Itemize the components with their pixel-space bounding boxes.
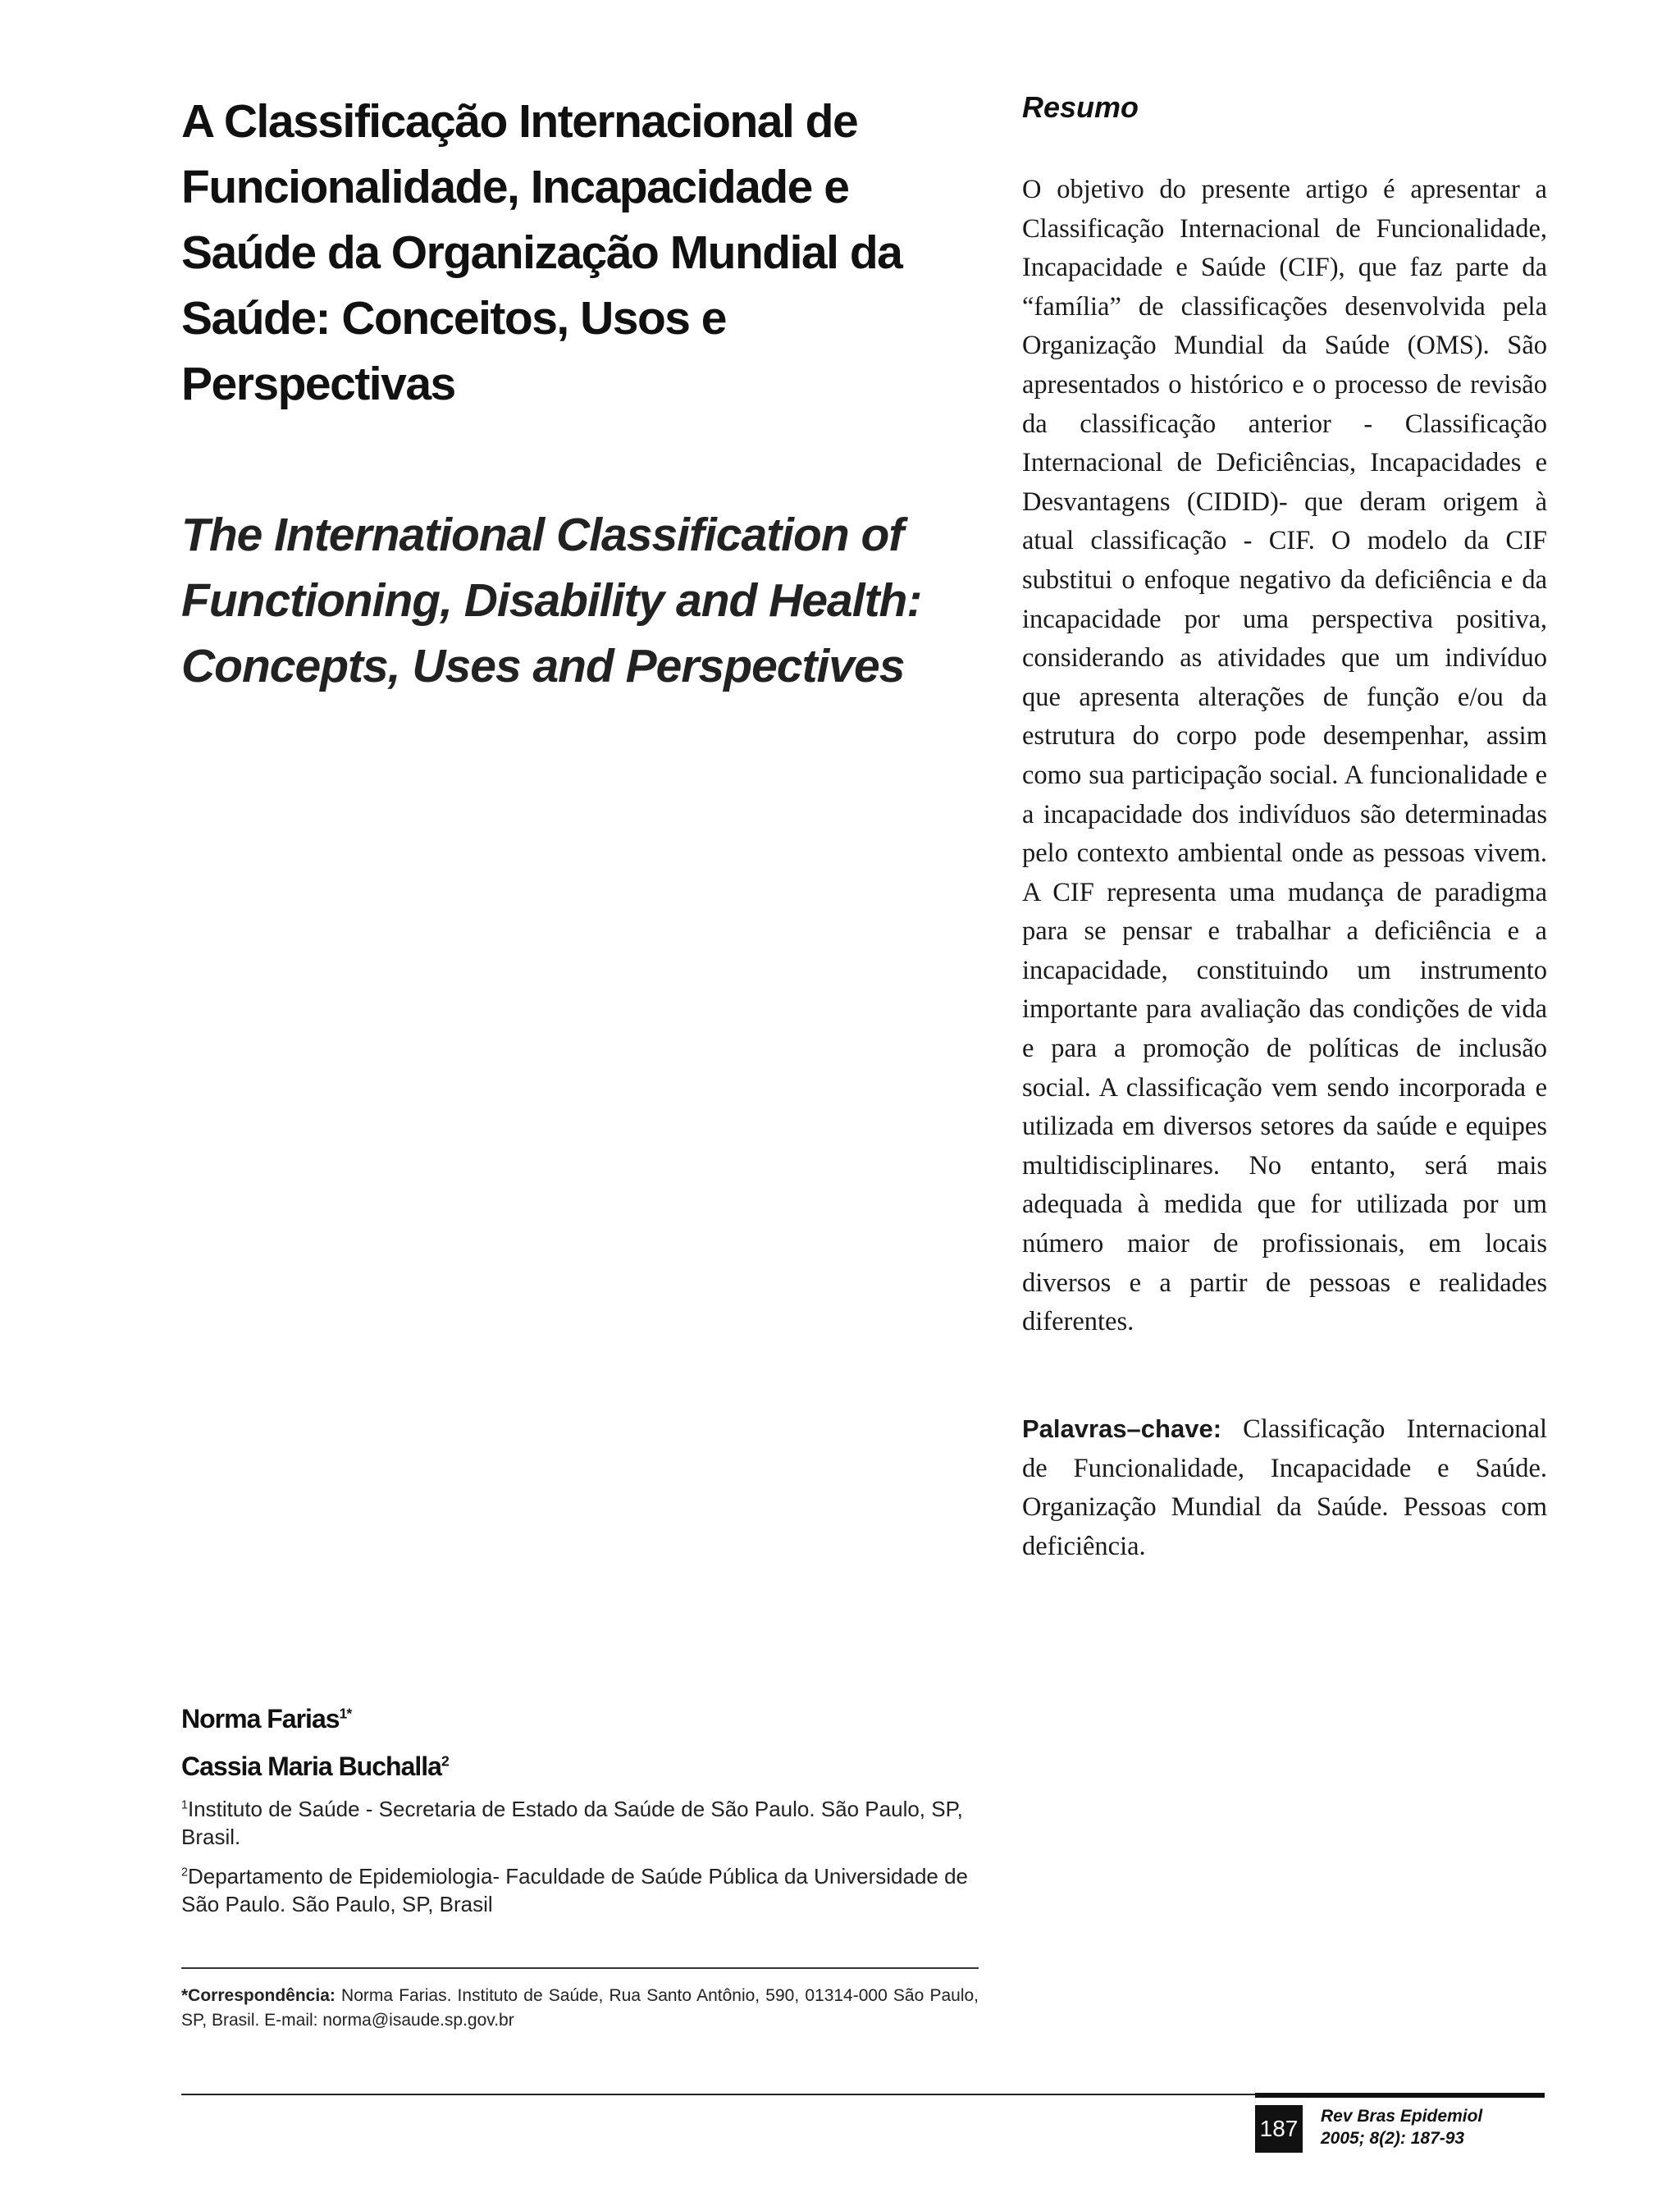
correspondence-note — [181, 1984, 979, 2033]
author-name — [181, 1700, 985, 1738]
title-portuguese — [181, 89, 1002, 417]
affiliation-superscript: 2 — [181, 1866, 188, 1880]
journal-name: Rev Bras Epidemiol — [1321, 2107, 1483, 2126]
title-en-line: Concepts, Uses and Perspectives — [181, 640, 905, 692]
author-superscript: 1* — [339, 1705, 352, 1722]
affiliation-text: Instituto de Saúde - Secretaria de Estado da Saúde de São Paulo. São Paulo, SP, Brasil. — [181, 1797, 963, 1849]
keywords-text: Classificação Internacional de Funcionalidade, Incapacidade e Saúde. Organização Mundial da Saúde. Pessoas com deficiência. — [1022, 1414, 1547, 1561]
authors-block — [181, 1700, 985, 1930]
title-pt-line: A Classificação Internacional de — [181, 95, 858, 148]
correspondence-text: Norma Farias. Instituto de Saúde, Rua Santo Antônio, 590, 01314-000 São Paulo, SP, Brasil. E-mail: norma@isaude.sp.gov.br — [181, 1986, 979, 2030]
author-name-text: Norma Farias — [181, 1704, 340, 1733]
affiliation-text: Departamento de Epidemiologia- Faculdade de Saúde Pública da Universidade de São Paulo. São Paulo, SP, Brasil — [181, 1864, 969, 1916]
correspondence-label: *Correspondência: — [181, 1986, 336, 2005]
keywords-label: Palavras–chave: — [1022, 1414, 1222, 1443]
title-pt-line: Perspectivas — [181, 358, 455, 410]
keywords — [1022, 1409, 1547, 1566]
author-name — [181, 1747, 985, 1785]
footer-rule-accent — [1255, 2093, 1545, 2098]
author-superscript: 2 — [441, 1752, 449, 1770]
title-pt-line: Funcionalidade, Incapacidade e — [181, 161, 849, 213]
affiliation — [181, 1795, 985, 1851]
title-en-line: Functioning, Disability and Health: — [181, 574, 922, 627]
journal-volume: 2005; 8(2): 187-93 — [1321, 2129, 1465, 2148]
abstract-heading: Resumo — [1022, 90, 1139, 124]
page-number: 187 — [1255, 2105, 1303, 2153]
affiliation — [181, 1862, 985, 1918]
title-en-line: The International Classification of — [181, 509, 904, 561]
correspondence-divider — [181, 1967, 979, 1969]
author-name-text: Cassia Maria Buchalla — [181, 1752, 441, 1781]
abstract-text: O objetivo do presente artigo é apresentar a Classificação Internacional de Funcionalidade, Incapacidade e Saúde (CIF), que faz parte da “família” de classificações desenvolvida pela Organização Mundial da Saúde (OMS). São apresentados o histórico e o processo de revisão da classificação anterior - Classificação Internacional de Deficiências, Incapacidades e Desvantagens (CIDID)- que deram origem à atual classificação - CIF. O modelo da CIF substitui o enfoque negativo da deficiência e da incapacidade por uma perspectiva positiva, considerando as atividades que um indivíduo que apresenta alterações de função e/ou da estrutura do corpo pode desempenhar, assim como sua participação social. A funcionalidade e a incapacidade dos indivíduos são determinadas pelo contexto ambiental onde as pessoas vivem. A CIF representa uma mudança de paradigma para se pensar e trabalhar a deficiência e a incapacidade, constituindo um instrumento importante para avaliação das condições de vida e para a promoção de políticas de inclusão social. A classificação vem sendo incorporada e utilizada em diversos setores da saúde e equipes multidisciplinares. No entanto, será mais adequada à medida que for utilizada por um número maior de profissionais, em locais diversos e a partir de pessoas e realidades diferentes. — [1022, 175, 1547, 1337]
title-pt-line: Saúde: Conceitos, Usos e — [181, 292, 727, 345]
title-english — [181, 502, 1002, 699]
title-pt-line: Saúde da Organização Mundial da — [181, 226, 902, 279]
journal-citation — [1321, 2105, 1482, 2149]
affiliation-superscript: 1 — [181, 1798, 188, 1812]
